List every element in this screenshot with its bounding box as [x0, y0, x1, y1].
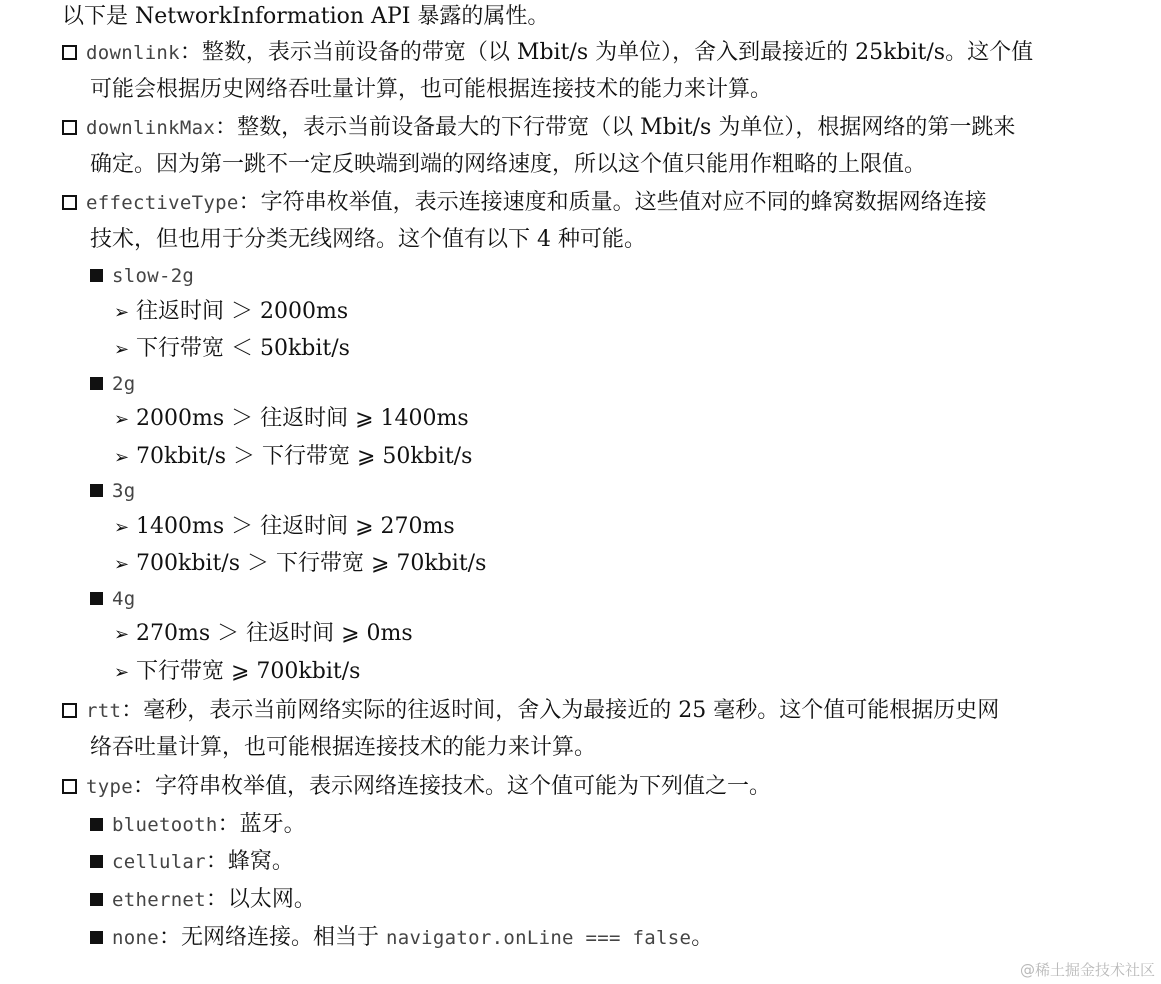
sub-item-ethernet — [90, 883, 316, 917]
value-name: bluetooth — [112, 814, 218, 836]
square-bullet-icon — [90, 377, 103, 390]
sub-item-cellular — [90, 845, 294, 879]
condition-bandwidth — [114, 440, 472, 474]
list-item-downlinkmax — [62, 111, 1015, 145]
checkbox-bullet-icon — [62, 779, 77, 794]
condition-text: 2000ms ＞ 往返时间 ⩾ 1400ms — [136, 406, 469, 431]
square-bullet-icon — [90, 484, 103, 497]
arrow-bullet-icon: ➢ — [114, 447, 130, 468]
condition-text: 下行带宽 ＜ 50kbit/s — [136, 336, 350, 361]
value-name: slow-2g — [112, 265, 195, 287]
condition-text: 下行带宽 ⩾ 700kbit/s — [136, 659, 361, 684]
square-bullet-icon — [90, 818, 103, 831]
square-bullet-icon — [90, 931, 103, 944]
property-name: rtt — [86, 700, 122, 722]
arrow-bullet-icon: ➢ — [114, 302, 130, 323]
square-bullet-icon — [90, 592, 103, 605]
square-bullet-icon — [90, 855, 103, 868]
list-item-rtt — [62, 694, 999, 728]
arrow-bullet-icon: ➢ — [114, 409, 130, 430]
value-desc-end: 。 — [691, 925, 714, 950]
condition-text: 70kbit/s ＞ 下行带宽 ⩾ 50kbit/s — [136, 444, 473, 469]
condition-text: 700kbit/s ＞ 下行带宽 ⩾ 70kbit/s — [136, 551, 487, 576]
sub-item-3g — [90, 474, 135, 508]
list-item-downlink — [62, 36, 1033, 70]
code-snippet: navigator.onLine === false — [385, 927, 692, 949]
arrow-bullet-icon: ➢ — [114, 662, 130, 683]
condition-text: 270ms ＞ 往返时间 ⩾ 0ms — [136, 621, 413, 646]
value-desc: ：蓝牙。 — [217, 812, 306, 837]
sub-item-none — [90, 921, 713, 955]
checkbox-bullet-icon — [62, 120, 77, 135]
condition-rtt — [114, 295, 348, 329]
value-desc: ：无网络连接。相当于 — [158, 925, 386, 950]
condition-text: 1400ms ＞ 往返时间 ⩾ 270ms — [136, 514, 455, 539]
sub-item-bluetooth — [90, 808, 306, 842]
sub-item-2g — [90, 367, 135, 401]
condition-text: 往返时间 ＞ 2000ms — [136, 299, 349, 324]
arrow-bullet-icon: ➢ — [114, 517, 130, 538]
condition-bandwidth — [114, 547, 486, 581]
value-name: ethernet — [112, 889, 206, 911]
value-name: none — [112, 927, 159, 949]
intro-text: 以下是 NetworkInformation API 暴露的属性。 — [62, 4, 550, 29]
property-desc-cont: 确定。因为第一跳不一定反映端到端的网络速度，所以这个值只能用作粗略的上限值。 — [90, 152, 927, 177]
value-name: 4g — [112, 588, 136, 610]
arrow-bullet-icon: ➢ — [114, 554, 130, 575]
value-name: 3g — [112, 480, 136, 502]
condition-rtt — [114, 617, 413, 651]
property-name: type — [86, 776, 133, 798]
property-desc: ：字符串枚举值，表示网络连接技术。这个值可能为下列值之一。 — [132, 774, 771, 799]
arrow-bullet-icon: ➢ — [114, 339, 130, 360]
list-item-type — [62, 770, 771, 804]
square-bullet-icon — [90, 893, 103, 906]
checkbox-bullet-icon — [62, 195, 77, 210]
sub-item-slow-2g — [90, 259, 194, 293]
condition-rtt — [114, 402, 469, 436]
sub-item-4g — [90, 582, 135, 616]
property-desc: ：整数，表示当前设备最大的下行带宽（以 Mbit/s 为单位），根据网络的第一跳来 — [215, 115, 1016, 140]
condition-bandwidth — [114, 332, 350, 366]
checkbox-bullet-icon — [62, 703, 77, 718]
condition-bandwidth — [114, 655, 360, 689]
list-item-effectivetype — [62, 186, 987, 220]
property-name: downlink — [86, 42, 180, 64]
property-desc-cont: 可能会根据历史网络吞吐量计算，也可能根据连接技术的能力来计算。 — [90, 77, 773, 102]
property-desc: ：整数，表示当前设备的带宽（以 Mbit/s 为单位），舍入到最接近的 25kbit/s。这个值 — [179, 40, 1034, 65]
condition-rtt — [114, 510, 455, 544]
property-desc-cont: 络吞吐量计算，也可能根据连接技术的能力来计算。 — [90, 735, 597, 760]
property-desc: ：字符串枚举值，表示连接速度和质量。这些值对应不同的蜂窝数据网络连接 — [238, 190, 987, 215]
arrow-bullet-icon: ➢ — [114, 624, 130, 645]
value-desc: ：以太网。 — [205, 887, 316, 912]
value-name: cellular — [112, 851, 206, 873]
watermark: @稀土掘金技术社区 — [1019, 961, 1155, 979]
value-name: 2g — [112, 373, 136, 395]
property-name: effectiveType — [86, 192, 239, 214]
property-desc: ：毫秒，表示当前网络实际的往返时间，舍入为最接近的 25 毫秒。这个值可能根据历史网 — [121, 698, 1000, 723]
checkbox-bullet-icon — [62, 45, 77, 60]
value-desc: ：蜂窝。 — [205, 849, 294, 874]
property-name: downlinkMax — [86, 117, 216, 139]
square-bullet-icon — [90, 269, 103, 282]
property-desc-cont: 技术，但也用于分类无线网络。这个值有以下 4 种可能。 — [90, 227, 646, 252]
